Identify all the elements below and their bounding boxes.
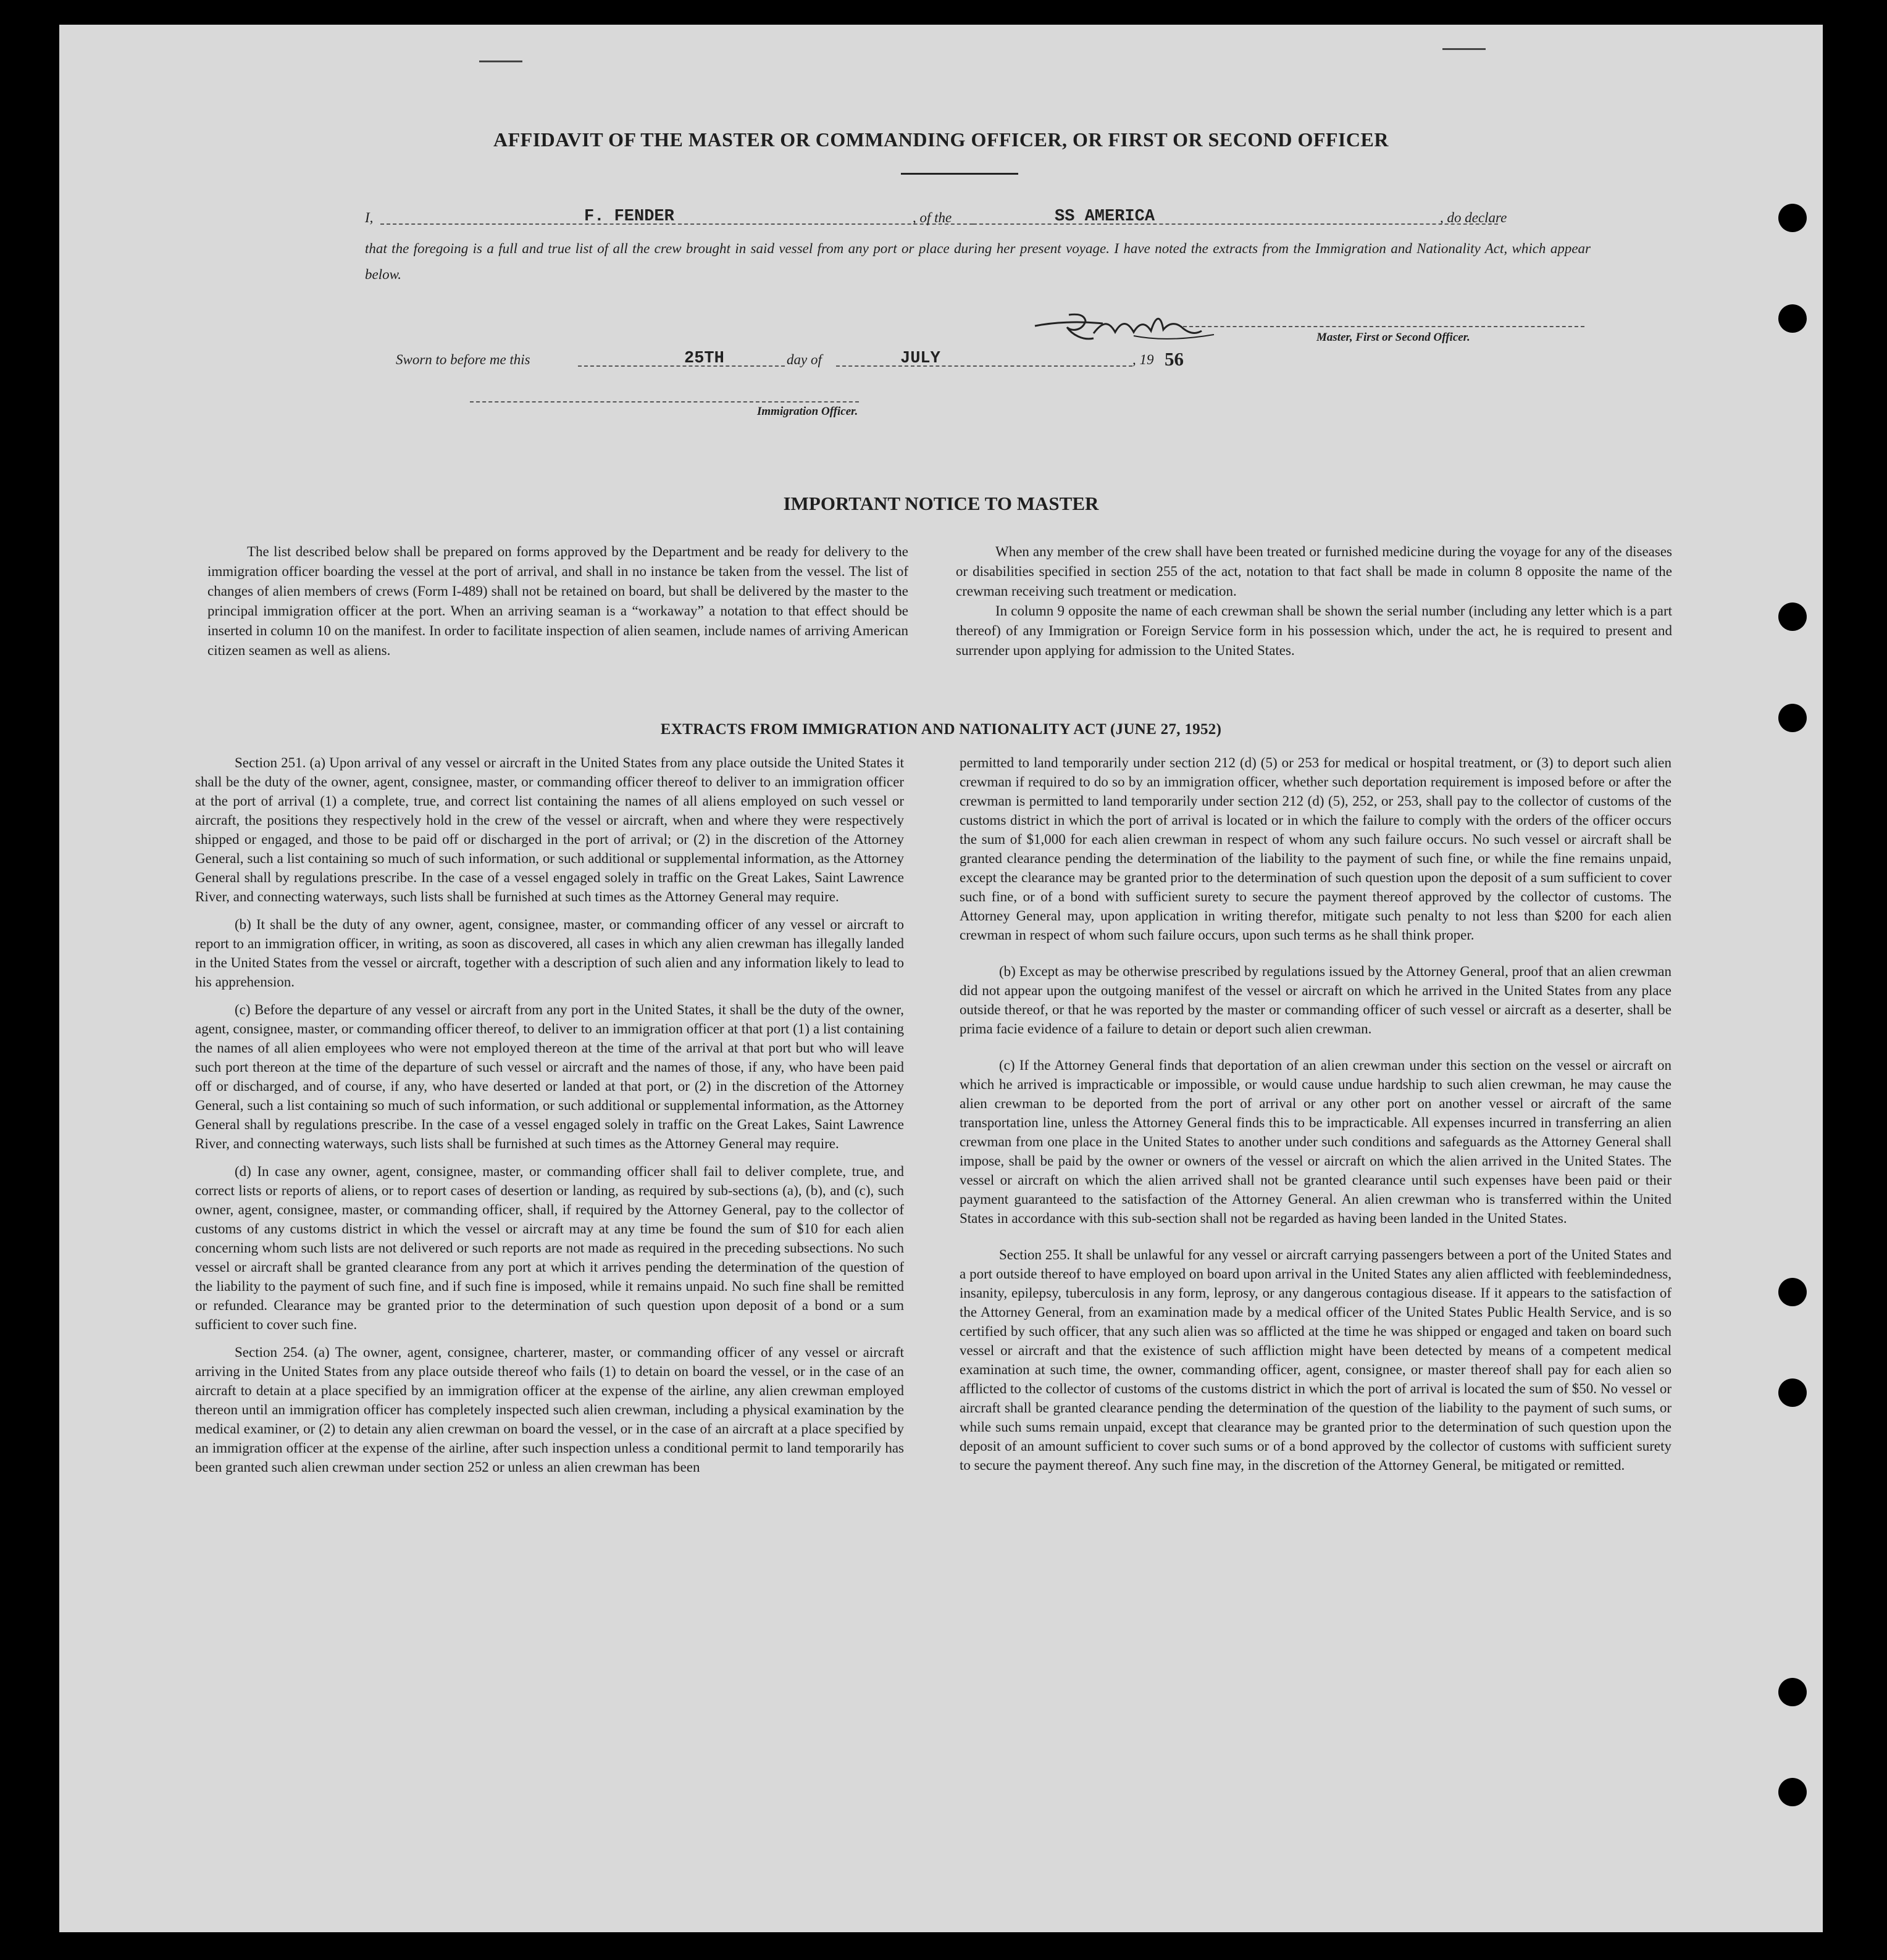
of-the-label: , of the	[913, 210, 952, 225]
sworn-label: Sworn to before me this	[396, 352, 530, 367]
handwritten-signature	[1010, 296, 1245, 352]
notice-title: IMPORTANT NOTICE TO MASTER	[783, 493, 1099, 514]
section-251-b: (b) It shall be the duty of any owner, agent, consignee, master, or commanding officer of any vessel or aircraft to report to an immigration officer, in writing, as soon as discovered, all cases in which any alien crewman has illegally landed in the United States from the vessel or aircraft, together with a description of such alien and any information likely to lead to his apprehension.	[195, 917, 904, 990]
day-of-label: day of	[787, 352, 822, 367]
vessel-name-value: SS AMERICA	[1055, 207, 1155, 226]
year-prefix-label: , 19	[1132, 352, 1154, 367]
notice-right-paragraph-1: When any member of the crew shall have been treated or furnished medicine during the voyage for any of the diseases or disabilities specified in section 255 of the act, notation to that fact shall be made in column 8 opposite the name of the crewman receiving such treatment or medication.	[956, 544, 1672, 599]
immigration-officer-line	[470, 401, 859, 402]
section-254-c: (c) If the Attorney General finds that deportation of an alien crewman under this section on the vessel or aircraft on which he arrived is impracticable or impossible, or would cause undue hardship to such alien crewman, he may cause the alien crewman to be deported from the port of arrival or any other port on another vessel or aircraft of the same transportation line, unless the Attorney General finds this to be impracticable. All expenses incurred in transferring an alien crewman from one place in the United States to another under such conditions and safeguards as the Attorney General shall impose, shall be paid by the owner or owners of the vessel or aircraft on which the alien arrived in the United States. The vessel or aircraft on which the alien arrived shall not be granted clearance until such expenses have been paid or their payment guaranteed to the satisfaction of the Attorney General. An alien crewman who is transferred within the United States in accordance with this sub-section shall not be regarded as having been landed in the United States.	[960, 1057, 1672, 1226]
sworn-month-line	[836, 365, 1132, 367]
section-254-a: Section 254. (a) The owner, agent, consignee, charterer, master, or commanding officer of any vessel or aircraft arriving in the United States from any place outside thereof who fails (1) to detain on board the vessel, or in the case of an aircraft to detain at a place specified by an immigration officer at the expense of the airline, any alien crewman employed thereon until an immigration officer has completely inspected such alien crewman, including a physical examination by the medical examiner, or (2) to detain any alien crewman on board the vessel, or in the case of an aircraft at a place specified by an immigration officer at the expense of the airline, after such inspection unless a conditional permit to land temporarily has been granted such alien crewman under section 252 or unless an alien crewman has been	[195, 1345, 904, 1475]
section-251-c: (c) Before the departure of any vessel or aircraft from any port in the United States, it shall be the duty of the owner, agent, consignee, master, or commanding officer thereof, to deliver to an immigration officer at that port (1) a list containing the names of all alien employees who were not employed thereon at the time of the arrival at that port but who will leave such port thereon at the time of the departure of such vessel or aircraft and the names of those, if any, who have been paid off or discharged, and of course, if any, who have deserted or landed at that port, or (2) in the discretion of the Attorney General, such a list containing so much of such information, or such additional or supplemental information, as the Attorney General shall by regulations prescribe. In the case of a vessel engaged solely in traffic on the Great Lakes, Saint Lawrence River, and connecting waterways, such lists shall be furnished at such times as the Attorney General may require.	[195, 1002, 904, 1151]
notice-right-column	[956, 542, 1672, 669]
immigration-officer-caption: Immigration Officer.	[757, 405, 858, 418]
binder-hole	[1778, 304, 1807, 333]
section-251-a: Section 251. (a) Upon arrival of any vessel or aircraft in the United States from any place outside the United States it shall be the duty of the owner, agent, consignee, master, or commanding officer thereof to deliver to an immigration officer at the port of arrival (1) a complete, true, and correct list containing the names of all aliens employed on such vessel or aircraft, the positions they respectively hold in the crew of the vessel or aircraft, when and where they were respectively shipped or engaged, and those to be paid off or discharged in the port of arrival; or (2) in the discretion of the Attorney General, such a list containing so much of such information, or such additional or supplemental information, as the Attorney General shall by regulations prescribe. In the case of a vessel engaged solely in traffic on the Great Lakes, Saint Lawrence River, and connecting waterways, such lists shall be furnished at such times as the Attorney General may require.	[195, 755, 904, 904]
extracts-left-column	[195, 753, 904, 1485]
section-251-d: (d) In case any owner, agent, consignee, master, or commanding officer shall fail to deliver complete, true, and correct lists or reports of aliens, or to report cases of desertion or landing, as required by sub-sections (a), (b), and (c), such owner, agent, consignee, master, or commanding officer, shall, if required by the Attorney General, pay to the collector of customs of any customs district in which the vessel or aircraft may at any time be found the sum of $10 for each alien concerning whom such lists are not delivered or such reports are not made as required in the preceding subsections. No such vessel or aircraft shall be granted clearance from any port at which it arrives pending the determination of the question of the liability to the payment of such fine, and if such fine is imposed, while it remains unpaid. No such fine shall be remitted or refunded. Clearance may be granted prior to the determination of such question upon deposit of a bond or a sum sufficient to cover such fine.	[195, 1164, 904, 1332]
signature-line	[1183, 326, 1584, 327]
notice-right-paragraph-2: In column 9 opposite the name of each crewman shall be shown the serial number (including any letter which is a part thereof) of any Immigration or Foreign Service form in his possession which, under the act, he is required to present and surrender upon applying for admission to the United States.	[956, 603, 1672, 658]
binder-hole	[1778, 204, 1807, 232]
affidavit-title: AFFIDAVIT OF THE MASTER OR COMMANDING OFFICER, OR FIRST OR SECOND OFFICER	[493, 128, 1389, 151]
binder-hole	[1778, 1378, 1807, 1407]
section-255: Section 255. It shall be unlawful for any vessel or aircraft carrying passengers between a port of the United States and a port outside thereof to have employed on board upon arrival in the United States any alien afflicted with feeblemindedness, insanity, epilepsy, tuberculosis in any form, leprosy, or any dangerous contagious disease. If it appears to the satisfaction of the Attorney General, from an examination made by a medical officer of the United States Public Health Service, and is so certified by such officer, that any such alien was so afflicted at the time he was shipped or engaged and taken on board such vessel or aircraft and that the existence of such affliction might have been detected by means of a competent medical examination at such time, the owner, commanding officer, agent, consignee, or master thereof shall pay for each alien so afflicted to the collector of customs of the customs district in which the port of arrival is located the sum of $50. No vessel or aircraft shall be granted clearance pending the determination of the question of the liability to the payment of such sums, or while such sums remain unpaid, except that clearance may be granted prior to the determination of such question upon the deposit of an amount sufficient to cover such sums or of a bond approved by the collector of customs with sufficient surety to secure the payment thereof. Any such fine may, in the discretion of the Attorney General, be mitigated or remitted.	[960, 1247, 1672, 1473]
scan-speck	[1442, 48, 1486, 50]
extracts-title: EXTRACTS FROM IMMIGRATION AND NATIONALITY ACT (JUNE 27, 1952)	[660, 721, 1222, 738]
title-underline	[901, 173, 1018, 175]
notice-left-column	[207, 542, 908, 669]
binder-hole	[1778, 1678, 1807, 1706]
officer-name-line	[380, 223, 973, 225]
officer-name-value: F. FENDER	[584, 207, 674, 226]
section-254-b: (b) Except as may be otherwise prescribed by regulations issued by the Attorney General, proof that an alien crewman did not appear upon the outgoing manifest of the vessel or aircraft on which he arrived in the United States from any place outside thereof, or that he was reported by the master or commanding officer of such vessel or aircraft as a deserter, shall be prima facie evidence of a failure to detain or deport such alien crewman.	[960, 964, 1672, 1036]
binder-hole	[1778, 1778, 1807, 1806]
extracts-right-column	[960, 753, 1672, 1483]
sworn-month-value: JULY	[900, 349, 940, 368]
sworn-day-line	[578, 365, 785, 367]
notice-left-paragraph: The list described below shall be prepared on forms approved by the Department and be ready for delivery to the immigration officer boarding the vessel at the port of arrival, and shall in no instance be taken from the vessel. The list of changes of alien members of crews (Form I-489) shall not be retained on board, but shall be delivered by the master to the principal immigration officer at the port. When an arriving seaman is a “workaway” a notation to that effect should be inserted in column 10 on the manifest. In order to facilitate inspection of alien seamen, include names of arriving American citizen seamen as well as aliens.	[207, 544, 908, 658]
signature-caption: Master, First or Second Officer.	[1316, 331, 1470, 344]
document-page	[59, 25, 1823, 1932]
scan-speck	[479, 60, 522, 62]
vessel-name-line	[973, 223, 1498, 225]
binder-hole	[1778, 603, 1807, 631]
binder-hole	[1778, 1278, 1807, 1306]
section-254-a-continued: permitted to land temporarily under section 212 (d) (5) or 253 for medical or hospital treatment, or (3) to deport such alien crewman if required to do so by an immigration officer, whether such deportation requirement is imposed before or after the crewman is permitted to land temporarily under section 212 (d) (5), 252, or 253, shall pay to the collector of customs of the customs district in which the port of arrival is located or in which the failure to comply with the orders of the officer occurs the sum of $1,000 for each alien crewman in respect of whom any such failure occurs. No such vessel or aircraft shall be granted clearance pending the determination of the liability to the payment of such fine, or while the fine remains unpaid, except the clearance may be granted prior to the determination of such question upon the deposit of a sum sufficient to cover such fine, or of a bond with sufficient surety to secure the payment thereof approved by the collector of customs. The Attorney General may, upon application in writing therefor, mitigate such penalty to not less than $200 for each alien crewman in respect of whom such failure occurs, upon such terms as he shall think proper.	[960, 755, 1672, 943]
sworn-year-value: 56	[1165, 348, 1184, 370]
declaration-statement: that the foregoing is a full and true list of all the crew brought in said vessel from any port or place during her present voyage. I have noted the extracts from the Immigration and Nationality Act, which appear below.	[365, 241, 1591, 282]
do-declare-label: , do declare	[1440, 210, 1507, 225]
binder-hole	[1778, 704, 1807, 732]
declaration-i-label: I,	[365, 210, 374, 225]
sworn-day-value: 25TH	[684, 349, 724, 368]
